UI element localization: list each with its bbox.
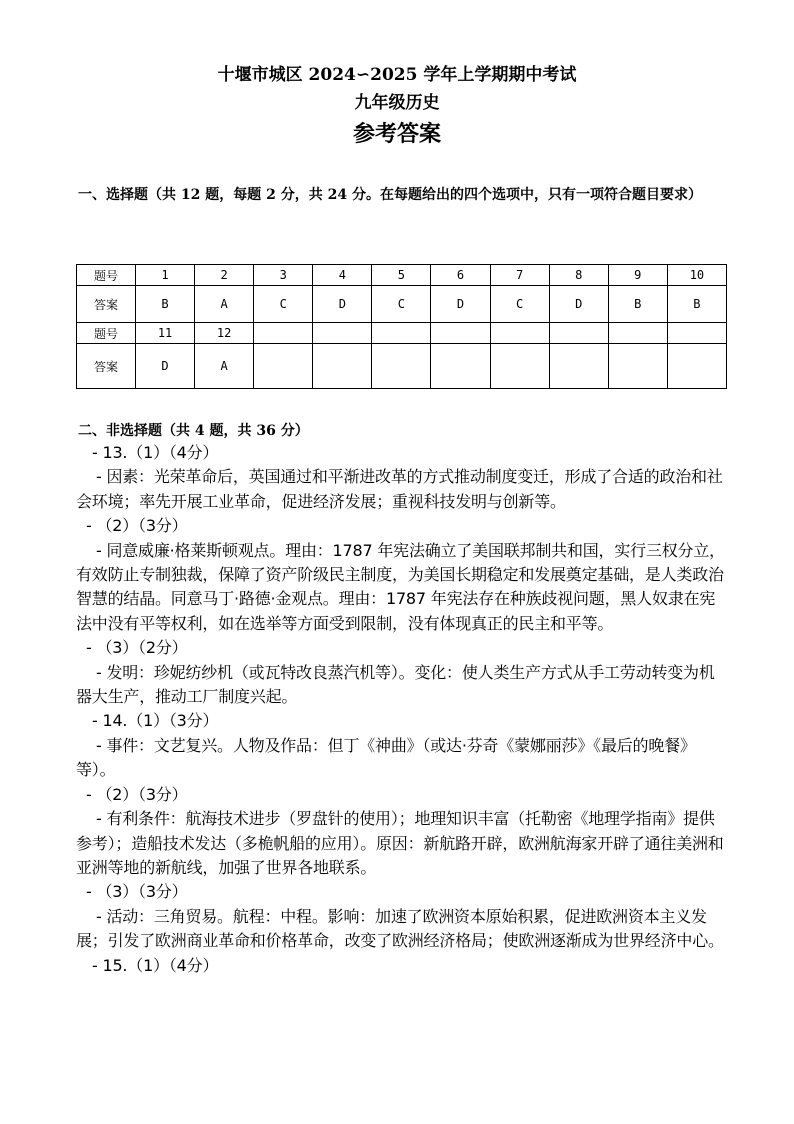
- row-label-answer: 答案: [77, 344, 136, 389]
- answer-key-heading: 参考答案: [352, 121, 441, 147]
- question-number: [490, 323, 549, 344]
- answer-table-row: [77, 344, 727, 389]
- row-label-answer: 答案: [77, 286, 136, 323]
- answer-cell: B: [136, 286, 195, 323]
- question-number: [254, 323, 313, 344]
- question-number: [431, 323, 490, 344]
- answer-cell: A: [195, 286, 254, 323]
- answer-cell: B: [667, 286, 726, 323]
- question-heading: - 15.（1）（4分）: [92, 955, 219, 975]
- exam-title: 十堰市城区 2024∽2025 学年上学期期中考试: [217, 65, 577, 85]
- row-label-question: 题号: [77, 323, 136, 344]
- answer-paragraph: - 有利条件：航海技术进步（罗盘针的使用）；地理知识丰富（托勒密《地理学指南》提供参考）；造船技术发达（多桅帆船的应用）。原因：新航路开辟，欧洲航海家开辟了通往美洲和亚洲等地的新航线，加强了世界各地联系。: [76, 809, 724, 877]
- answer-cell: [608, 344, 667, 389]
- answer-cell: [372, 344, 431, 389]
- answer-cell: C: [254, 286, 313, 323]
- question-number: [549, 323, 608, 344]
- question-number: 3: [254, 265, 313, 286]
- answer-table-row: [77, 286, 727, 323]
- answer-paragraph: - 事件：文艺复兴。人物及作品：但丁《神曲》（或达·芬奇《蒙娜丽莎》《最后的晚餐》等）。: [76, 735, 696, 780]
- question-number: 8: [549, 265, 608, 286]
- question-number: 7: [490, 265, 549, 286]
- section2-title: 二、非选择题（共 4 题，共 36 分）: [78, 423, 309, 439]
- question-number: 10: [667, 265, 726, 286]
- question-heading: - 14.（1）（3分）: [92, 711, 219, 731]
- row-label-question: 题号: [77, 265, 136, 286]
- subquestion-heading: - （3）（2分）: [86, 638, 188, 658]
- answer-cell: [667, 344, 726, 389]
- answer-cell: [549, 344, 608, 389]
- question-number: [608, 323, 667, 344]
- answer-cell: [313, 344, 372, 389]
- answer-table-row: [77, 323, 727, 344]
- question-heading: - 13.（1）（4分）: [92, 443, 219, 462]
- answer-cell: [490, 344, 549, 389]
- answer-table-row: [77, 265, 727, 286]
- answer-paragraph: - 活动：三角贸易。航程：中程。影响：加速了欧洲资本原始积累，促进欧洲资本主义发展；引发了欧洲商业革命和价格革命，改变了欧洲经济格局；使欧洲逐渐成为世界经济中心。: [76, 906, 724, 951]
- question-number: [372, 323, 431, 344]
- answer-cell: C: [490, 286, 549, 323]
- question-number: [313, 323, 372, 344]
- answer-paragraph: - 同意威廉·格莱斯顿观点。理由：1787 年宪法确立了美国联邦制共和国，实行三权分立，有效防止专制独裁，保障了资产阶级民主制度，为美国长期稳定和发展奠定基础，是人类政治智慧的结晶。同意马丁·路德·金观点。理由：1787 年宪法存在种族歧视问题，黑人奴隶在宪法中没有平等权利，如在选举等方面受到限制，没有体现真正的民主和平等。: [76, 540, 725, 633]
- answer-paragraph: - 因素：光荣革命后，英国通过和平渐进改革的方式推动制度变迁，形成了合适的政治和社会环境；率先开展工业革命，促进经济发展；重视科技发明与创新等。: [76, 467, 723, 511]
- answer-table: [76, 264, 727, 389]
- answer-body: [76, 441, 726, 978]
- question-number: [667, 323, 726, 344]
- answer-cell: D: [431, 286, 490, 323]
- question-number: 6: [431, 265, 490, 286]
- subquestion-heading: - （3）（3分）: [86, 882, 188, 902]
- exam-subtitle: 九年级历史: [354, 93, 440, 113]
- answer-cell: [431, 344, 490, 389]
- answer-cell: B: [608, 286, 667, 323]
- section1-title: 一、选择题（共 12 题，每题 2 分，共 24 分。在每题给出的四个选项中，只有一项符合题目要求）: [78, 187, 702, 203]
- question-number: 11: [136, 323, 195, 344]
- answer-cell: D: [549, 286, 608, 323]
- subquestion-heading: - （2）（3分）: [86, 784, 188, 804]
- answer-cell: D: [313, 286, 372, 323]
- answer-cell: A: [195, 344, 254, 389]
- answer-cell: [254, 344, 313, 389]
- question-number: 1: [136, 265, 195, 286]
- question-number: 2: [195, 265, 254, 286]
- answer-paragraph: - 发明：珍妮纺纱机（或瓦特改良蒸汽机等）。变化：使人类生产方式从手工劳动转变为机器大生产，推动工厂制度兴起。: [76, 662, 715, 707]
- question-number: 9: [608, 265, 667, 286]
- answer-cell: C: [372, 286, 431, 323]
- question-number: 5: [372, 265, 431, 286]
- question-number: 12: [195, 323, 254, 344]
- question-number: 4: [313, 265, 372, 286]
- answer-cell: D: [136, 344, 195, 389]
- subquestion-heading: - （2）（3分）: [86, 516, 188, 536]
